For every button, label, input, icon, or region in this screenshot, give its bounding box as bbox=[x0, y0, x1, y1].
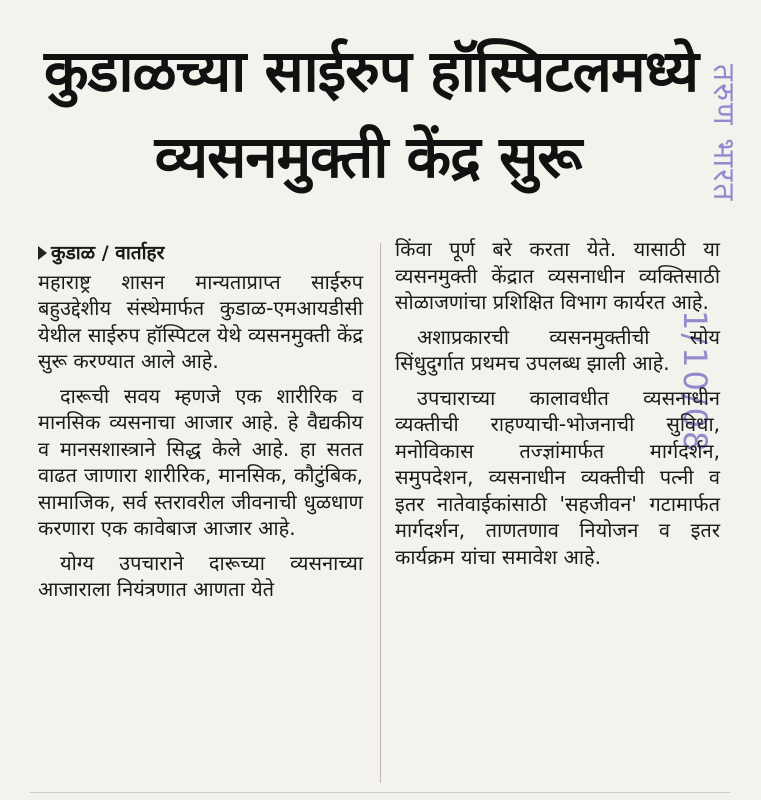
paragraph: योग्य उपचाराने दारूच्या व्यसनाच्या आजाराला नियंत्रणात आणता येते bbox=[38, 550, 363, 601]
headline-line-2: व्यसनमुक्ती केंद्र सुरू bbox=[154, 123, 582, 191]
clipping-edge bbox=[30, 792, 730, 793]
column-divider bbox=[380, 243, 381, 783]
paragraph: अशाप्रकारची व्यसनमुक्तीची सोय सिंधुदुर्गात प्रथमच उपलब्ध झाली आहे. bbox=[395, 324, 720, 375]
paragraph: किंवा पूर्ण बरे करता येते. यासाठी या व्यसनमुक्ती केंद्रात व्यसनाधीन व्यक्तिसाठी सोळाजणांचा प्रशिक्षित विभाग कार्यरत आहे. bbox=[395, 237, 720, 314]
article-column-left bbox=[38, 240, 363, 611]
paragraph: महाराष्ट्र शासन मान्यताप्राप्त साईरुप बहुउद्देशीय संस्थेमार्फत कुडाळ-एमआयडीसी येथील साईरुप हॉस्पिटल येथे व्यसनमुक्ती केंद्र सुरू करण्यात आले आहे. bbox=[38, 269, 363, 373]
dateline-marker-icon bbox=[38, 246, 47, 260]
stamp-date: 1/10/08 bbox=[676, 310, 714, 455]
article-column-right bbox=[395, 236, 720, 578]
dateline-text: कुडाळ / वार्ताहर bbox=[51, 242, 165, 264]
headline bbox=[18, 28, 718, 200]
headline-line-1: कुडाळच्या साईरुप हॉस्पिटलमध्ये bbox=[43, 37, 699, 105]
stamp-paper-name: तरुण भारत bbox=[706, 64, 741, 203]
paragraph: उपचाराच्या कालावधीत व्यसनाधीन व्यक्तीची राहण्याची-भोजनाची सुविधा, मनोविकास तज्ज्ञांमार्फत मार्गदर्शन, समुपदेशन, व्यसनाधीन व्यक्तीची पत्नी व इतर नातेवाईकांसाठी 'सहजीवन' गटामार्फत मार्गदर्शन, ताणतणाव नियोजन व इतर कार्यक्रम यांचा समावेश आहे. bbox=[395, 385, 720, 569]
dateline bbox=[38, 240, 363, 267]
paragraph: दारूची सवय म्हणजे एक शारीरिक व मानसिक व्यसनाचा आजार आहे. हे वैद्यकीय व मानसशास्त्राने सिद्ध केले आहे. हा सतत वाढत जाणारा शारीरिक, मानसिक, कौटुंबिक, सामाजिक, सर्व स्तरावरील जीवनाची धुळधाण करणारा एक कावेबाज आजार आहे. bbox=[38, 383, 363, 540]
